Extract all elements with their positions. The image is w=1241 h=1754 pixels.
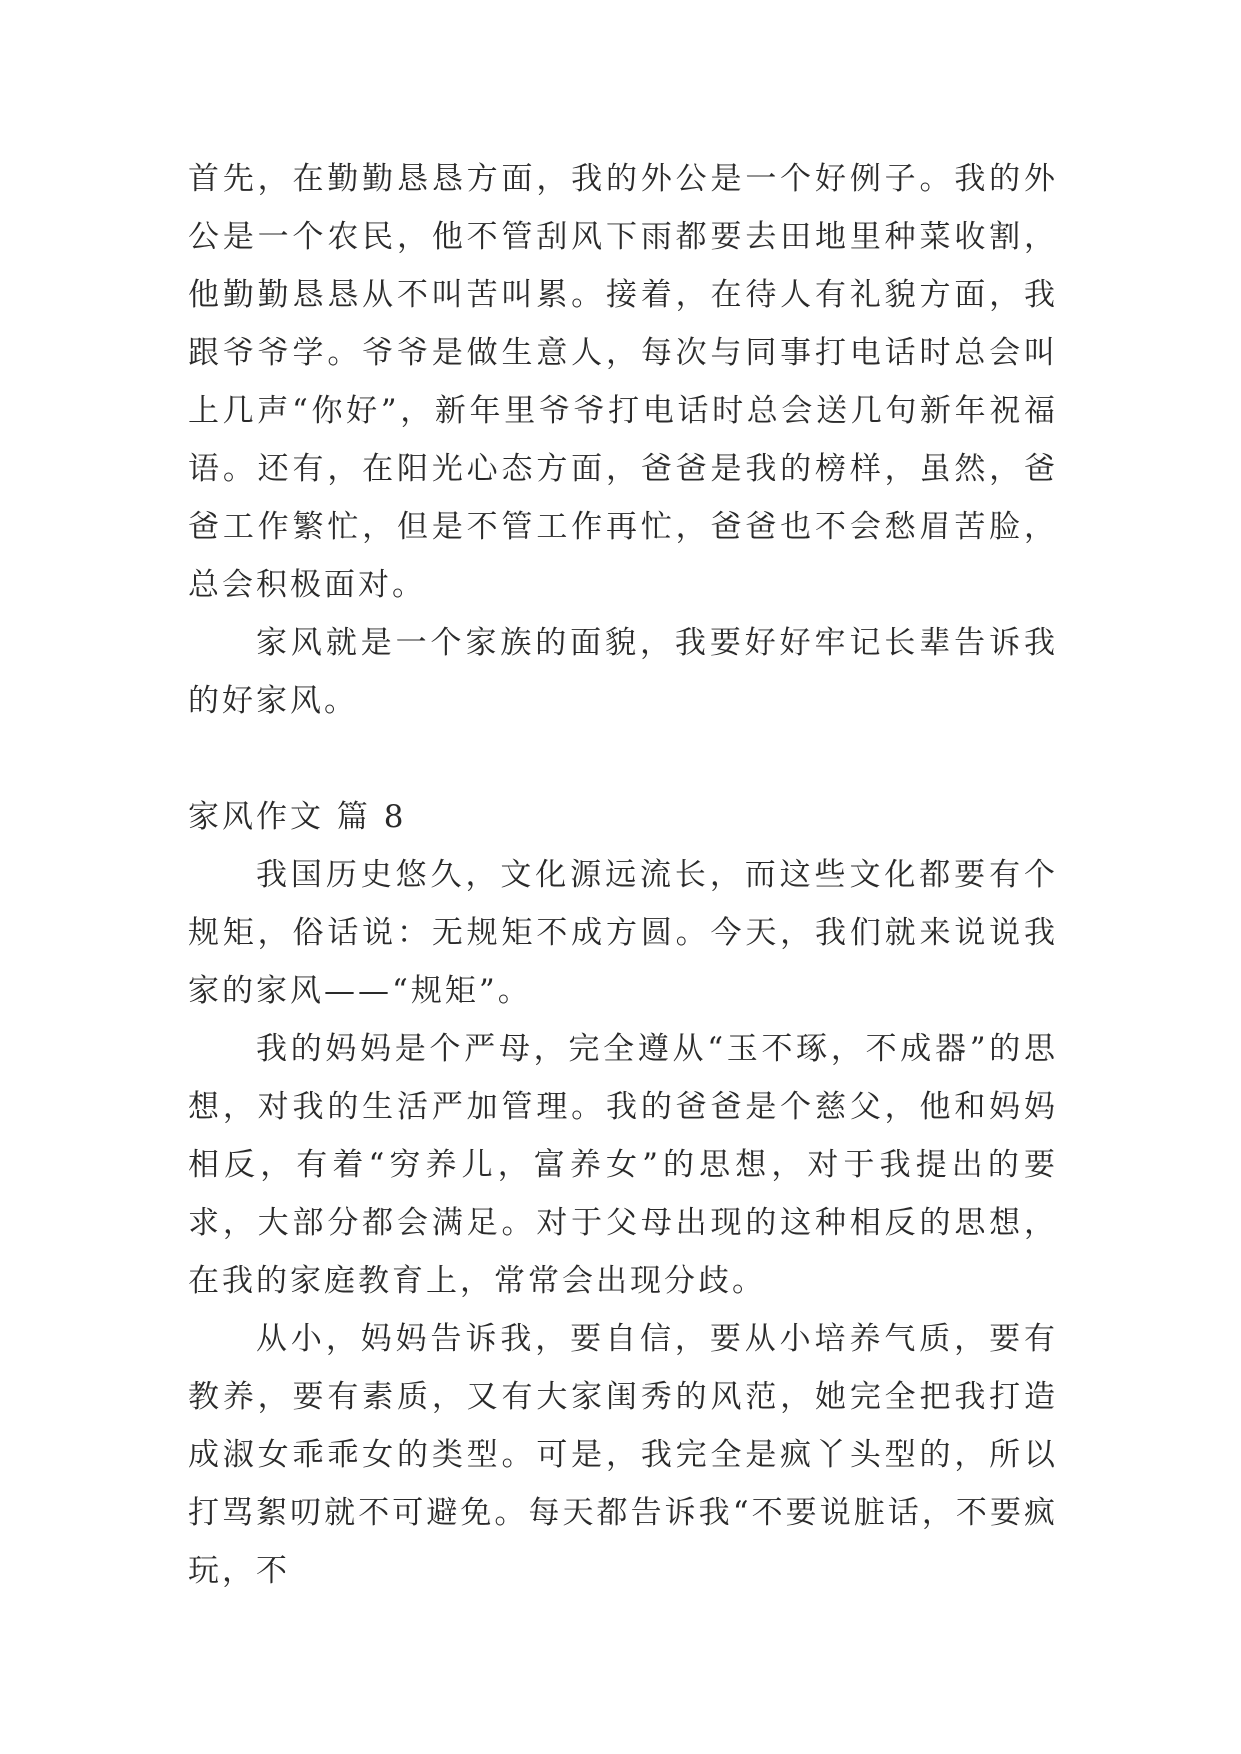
paragraph-mother-teaching: 从小，妈妈告诉我，要自信，要从小培养气质，要有教养，要有素质，又有大家闺秀的风范，她完全把我打造成淑女乖乖女的类型。可是，我完全是疯丫头型的，所以打骂絮叨就不可避免。每天都告诉我“不要说脏话，不要疯玩，不	[188, 1321, 1058, 1589]
paragraph-intro: 我国历史悠久，文化源远流长，而这些文化都要有个规矩，俗话说：无规矩不成方圆。今天，我们就来说说我家的家风——“规矩”。	[188, 857, 1058, 1009]
paragraph-conclusion: 家风就是一个家族的面貌，我要好好牢记长辈告诉我的好家风。	[188, 625, 1058, 719]
document-body	[188, 150, 1058, 1600]
paragraph-role-models: 首先，在勤勤恳恳方面，我的外公是一个好例子。我的外公是一个农民，他不管刮风下雨都要去田地里种菜收割，他勤勤恳恳从不叫苦叫累。接着，在待人有礼貌方面，我跟爷爷学。爷爷是做生意人，每次与同事打电话时总会叫上几声“你好”，新年里爷爷打电话时总会送几句新年祝福语。还有，在阳光心态方面，爸爸是我的榜样，虽然，爸爸工作繁忙，但是不管工作再忙，爸爸也不会愁眉苦脸，总会积极面对。	[188, 161, 1058, 603]
section-heading: 家风作文 篇 8	[188, 799, 407, 835]
paragraph-parents: 我的妈妈是个严母，完全遵从“玉不琢，不成器”的思想，对我的生活严加管理。我的爸爸是个慈父，他和妈妈相反，有着“穷养儿，富养女”的思想，对于我提出的要求，大部分都会满足。对于父母出现的这种相反的思想，在我的家庭教育上，常常会出现分歧。	[188, 1031, 1058, 1299]
